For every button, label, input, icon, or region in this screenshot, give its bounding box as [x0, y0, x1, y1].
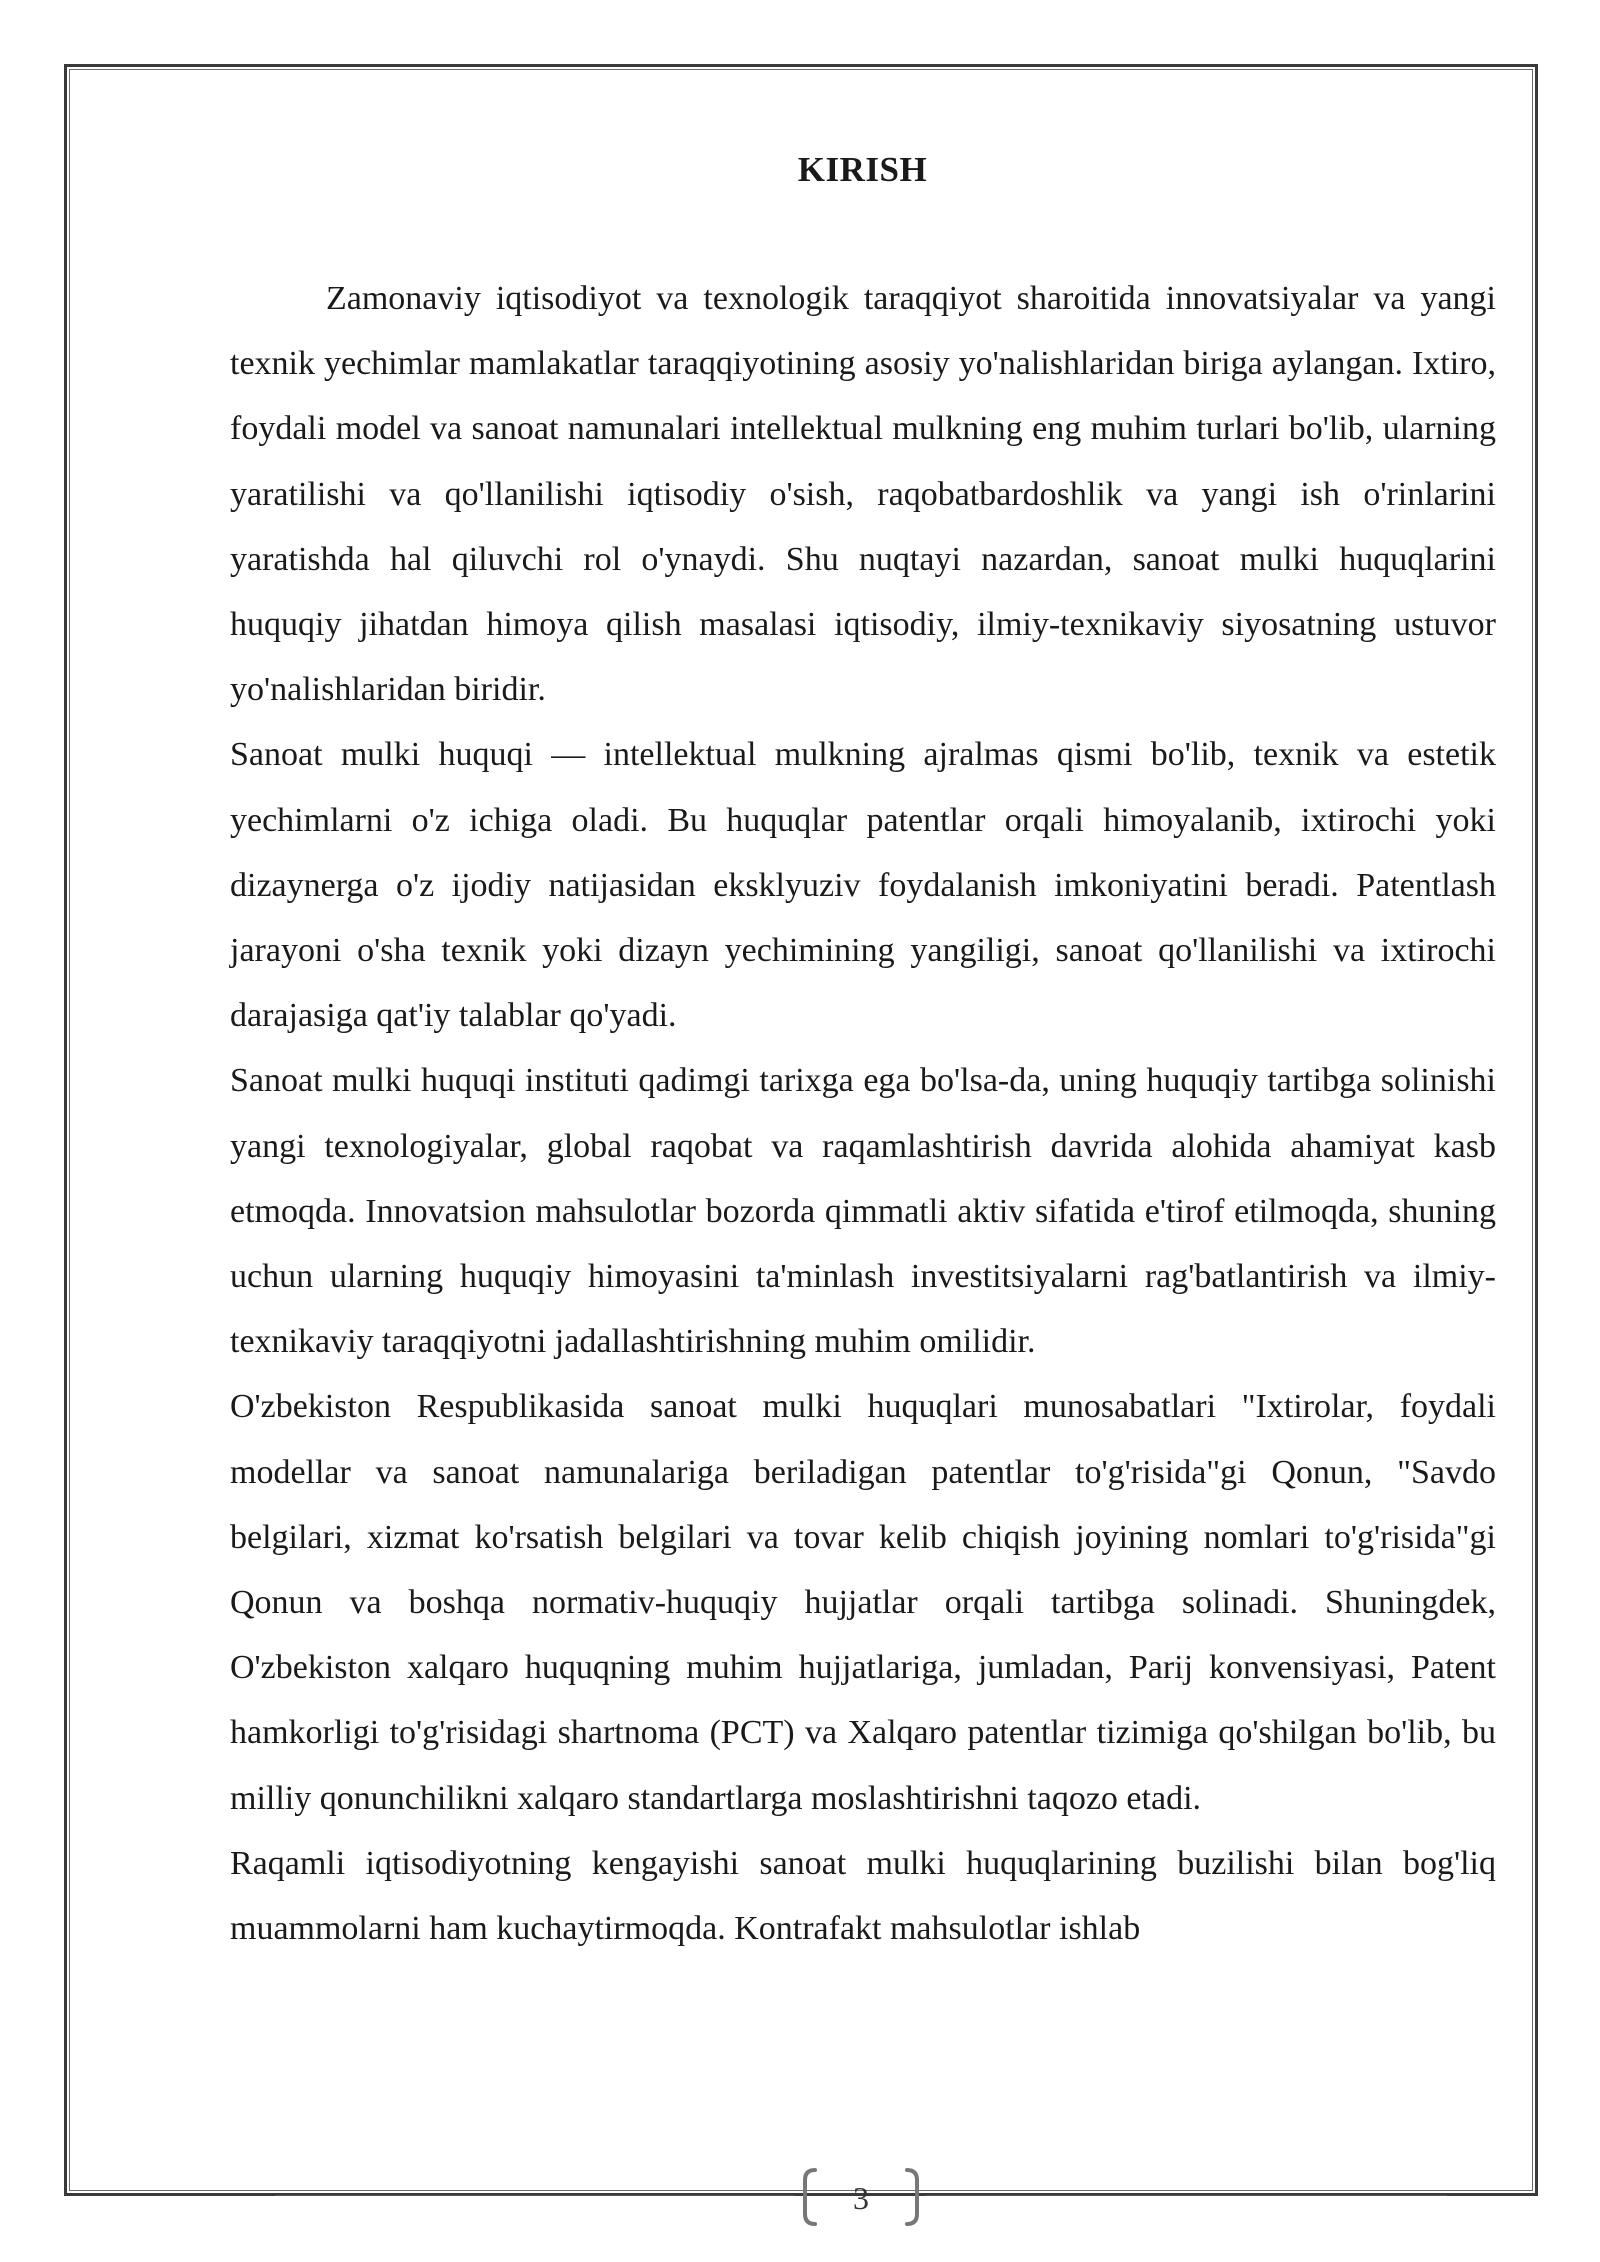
document-body: [230, 266, 1496, 1961]
page-number: 3: [853, 2180, 869, 2216]
page-number-bracket: [797, 2168, 925, 2226]
paragraph-2: Sanoat mulki huquqi — intellektual mulkning ajralmas qismi bo'lib, texnik va estetik yechimlarni o'z ichiga oladi. Bu huquqlar patentlar orqali himoyalanib, ixtirochi yoki dizaynerga o'z ijodiy natijasidan eksklyuziv foydalanish imkoniyatini beradi. Patentlash jarayoni o'sha texnik yoki dizayn yechimining yangiligi, sanoat qo'llanilishi va ixtirochi darajasiga qat'iy talablar qo'yadi.: [230, 736, 1496, 1035]
paragraph-3: Sanoat mulki huquqi instituti qadimgi tarixga ega bo'lsa-da, uning huquqiy tartibga solinishi yangi texnologiyalar, global raqobat va raqamlashtirish davrida alohida ahamiyat kasb etmoqda. Innovatsion mahsulotlar bozorda qimmatli aktiv sifatida e'tirof etilmoqda, shuning uchun ularning huquqiy himoyasini ta'minlash investitsiyalarni rag'batlantirish va ilmiy-texnikaviy taraqqiyotni jadallashtirishning muhim omilidir.: [230, 1062, 1496, 1361]
paragraph-4: O'zbekiston Respublikasida sanoat mulki huquqlari munosabatlari "Ixtirolar, foydali modellar va sanoat namunalariga beriladigan patentlar to'g'risida"gi Qonun, "Savdo belgilari, xizmat ko'rsatish belgilari va tovar kelib chiqish joyining nomlari to'g'risida"gi Qonun va boshqa normativ-huquqiy hujjatlar orqali tartibga solinadi. Shuningdek, O'zbekiston xalqaro huquqning muhim hujjatlariga, jumladan, Parij konvensiyasi, Patent hamkorligi to'g'risidagi shartnoma (PCT) va Xalqaro patentlar tizimiga qo'shilgan bo'lib, bu milliy qonunchilikni xalqaro standartlarga moslashtirishni taqozo etadi.: [230, 1388, 1496, 1817]
page-title: KIRISH: [797, 150, 928, 189]
footer-rule-right: [925, 2195, 1447, 2196]
footer-rule-left: [275, 2195, 795, 2196]
paragraph-5: Raqamli iqtisodiyotning kengayishi sanoat mulki huquqlarining buzilishi bilan bog'liq muammolarni ham kuchaytirmoqda. Kontrafakt mahsulotlar ishlab: [230, 1844, 1496, 1948]
paragraph-1: Zamonaviy iqtisodiyot va texnologik taraqqiyot sharoitida innovatsiyalar va yangi texnik yechimlar mamlakatlar taraqqiyotining asosiy yo'nalishlaridan biriga aylangan. Ixtiro, foydali model va sanoat namunalari intellektual mulkning eng muhim turlari bo'lib, ularning yaratilishi va qo'llanilishi iqtisodiy o'sish, raqobatbardoshlik va yangi ish o'rinlarini yaratishda hal qiluvchi rol o'ynaydi. Shu nuqtayi nazardan, sanoat mulki huquqlarini huquqiy jihatdan himoya qilish masalasi iqtisodiy, ilmiy-texnikaviy siyosatning ustuvor yo'nalishlaridan biridir.: [230, 280, 1496, 709]
